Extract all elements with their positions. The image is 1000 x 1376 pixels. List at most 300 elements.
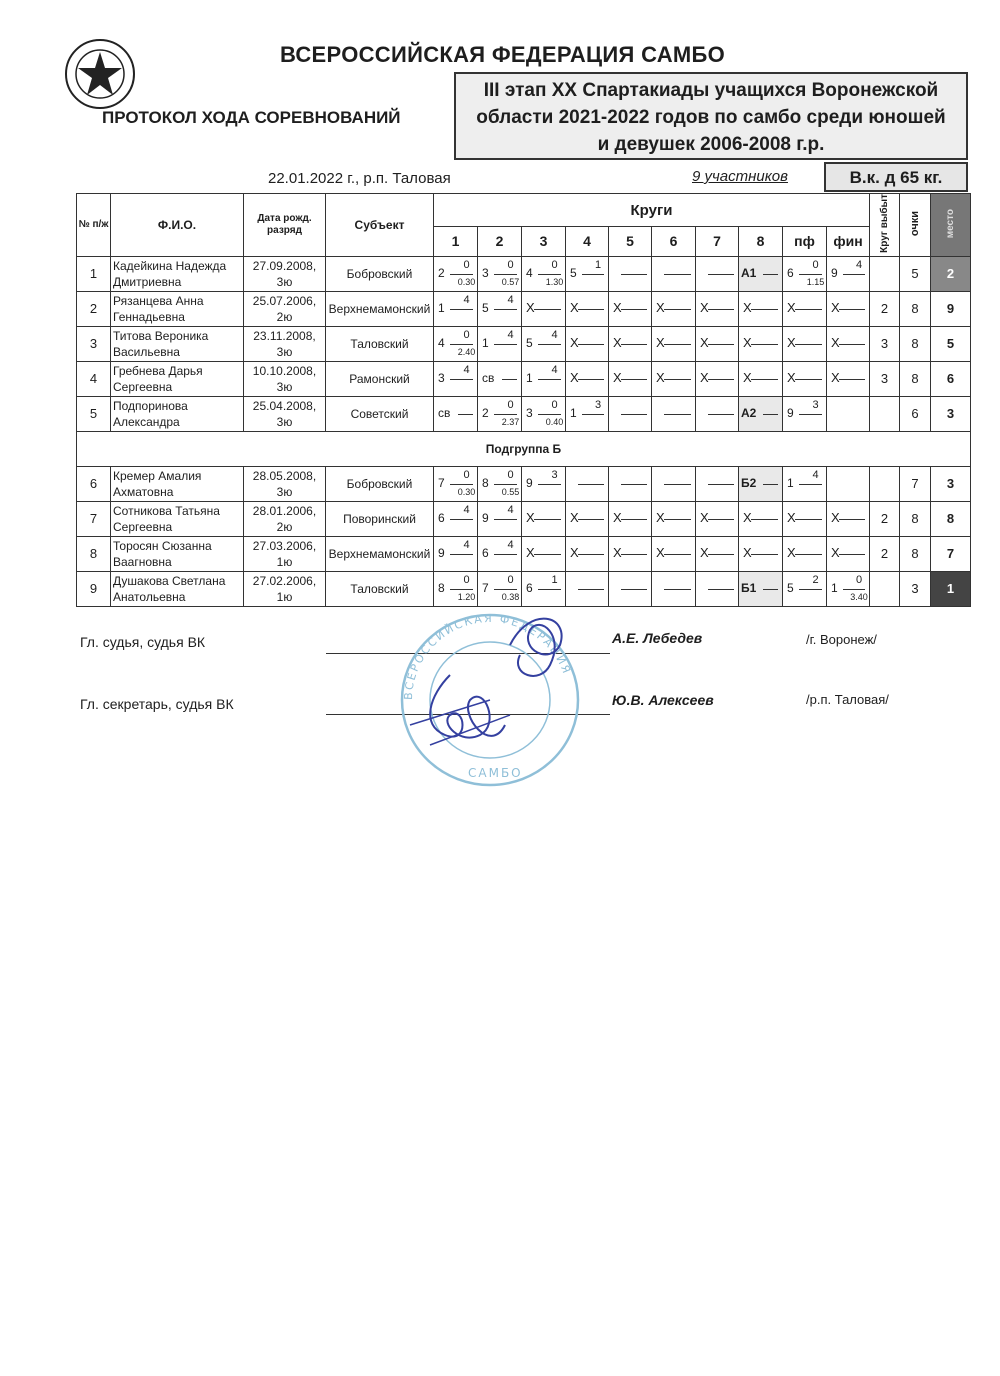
bout-line [450,519,473,520]
bout-x-mark: Х [613,369,622,385]
bout-score: 4 [507,328,514,341]
athlete-name: Душакова Светлана Анатольевна [111,571,244,606]
points: 3 [900,571,931,606]
bout-line [763,414,778,415]
bout-dash [621,344,647,345]
bout-x-mark: Х [526,544,535,560]
bout-dash [795,309,822,310]
bout-x-mark: Х [700,299,709,315]
athlete-dob: 25.04.2008, 3ю [244,396,326,431]
event-line: области 2021-2022 годов по самбо среди юношей [476,107,946,128]
round-header-5: 5 [609,227,652,257]
round-out: 3 [870,361,900,396]
bout-x-mark: Х [743,334,752,350]
bout-x-mark: Х [743,299,752,315]
round-cell [827,326,870,361]
bout-x-mark: Х [787,334,796,350]
bout-score: 4 [855,258,863,271]
bout-score: 4 [551,363,558,376]
col-num-header: № п/ж [77,194,111,257]
round-cell [478,256,522,291]
round-cell [652,571,696,606]
athlete-name: Гребнева Дарья Сергеевна [111,361,244,396]
bout-opponent: 9 [787,405,794,420]
bout-dash [534,519,561,520]
bout-dash [534,309,561,310]
bout-dash [708,589,734,590]
round-cell [566,571,609,606]
bout-score: 0 [463,573,470,586]
round-cell [566,291,609,326]
athlete-dob: 27.03.2006, 1ю [244,536,326,571]
judge-label: Гл. судья, судья ВК [80,634,206,650]
col-place-header: место [931,194,971,257]
table-row [77,396,971,431]
round-cell [566,396,609,431]
table-row [77,326,971,361]
bout-dash [708,484,734,485]
bout-line [494,414,517,415]
bout-score: 4 [463,293,470,306]
table-row [77,571,971,606]
bout-x-mark: Х [570,334,579,350]
bout-time: 2.40 [457,346,476,357]
round-cell [434,256,478,291]
bout-score: 0 [551,258,558,271]
round-header-8: 8 [739,227,783,257]
bout-score: 4 [507,503,514,516]
athlete-subject: Поворинский [326,501,434,536]
bout-score: 0 [463,328,470,341]
place: 3 [931,396,971,431]
round-cell [783,571,827,606]
round-cell [522,326,566,361]
round-cell [739,326,783,361]
round-header-2: 2 [478,227,522,257]
row-number: 4 [77,361,111,396]
bout-line [843,274,865,275]
bout-time: 2.37 [501,416,520,427]
table-row [77,291,971,326]
round-cell [739,466,783,501]
bout-opponent: 9 [438,545,445,560]
subgroup-place-label: Б2 [741,475,757,490]
bout-line [538,484,561,485]
bout-dash [578,344,604,345]
place: 3 [931,466,971,501]
round-cell [478,326,522,361]
bout-score: 4 [463,538,470,551]
bout-dash [751,379,778,380]
col-dob-header: Дата рожд. разряд [244,194,326,257]
weight-category: В.к. д 65 кг. [824,162,968,192]
bout-x-mark: Х [743,544,752,560]
bout-opponent: 1 [570,405,577,420]
round-cell [609,326,652,361]
bout-x-mark: Х [700,369,709,385]
round-out: 3 [870,326,900,361]
place: 6 [931,361,971,396]
table-row [77,536,971,571]
round-cell [609,466,652,501]
bout-x-mark: Х [656,334,665,350]
bout-line [494,519,517,520]
bout-x-mark: Х [656,509,665,525]
bout-opponent: 1 [526,370,533,385]
bout-score: 2 [812,573,819,586]
bout-x-mark: Х [570,369,579,385]
table-row [77,256,971,291]
judge-name: А.Е. Лебедев [612,630,703,646]
round-cell [696,536,739,571]
bout-line [494,274,517,275]
round-cell [783,536,827,571]
round-cell [739,256,783,291]
athlete-name: Титова Вероника Васильевна [111,326,244,361]
round-cell [478,536,522,571]
round-cell [434,571,478,606]
bout-dash [621,379,647,380]
sambo-logo-icon [64,38,136,110]
bout-score: 1 [594,258,602,271]
bout-dash [621,309,647,310]
round-cell [827,291,870,326]
round-cell [434,361,478,396]
bout-dash [578,554,604,555]
round-cell [566,466,609,501]
athlete-subject: Таловский [326,326,434,361]
bout-time: 0.30 [457,486,476,497]
points: 8 [900,361,931,396]
round-header-1: 1 [434,227,478,257]
points: 5 [900,256,931,291]
bout-dash [578,379,604,380]
bout-dash [664,414,691,415]
bout-line [799,589,822,590]
round-out [870,256,900,291]
bout-dash [839,344,865,345]
bout-time: 1.15 [806,276,825,287]
round-header-4: 4 [566,227,609,257]
row-number: 9 [77,571,111,606]
round-cell [478,291,522,326]
bout-x-mark: Х [831,369,840,385]
round-cell [696,291,739,326]
bout-x-mark: Х [743,509,752,525]
round-cell [696,571,739,606]
bout-opponent: 8 [482,475,489,490]
round-cell [783,396,827,431]
bout-opponent: 4 [526,265,533,280]
round-cell [478,361,522,396]
bout-score: 0 [855,573,863,586]
athlete-name: Кадейкина Надежда Дмитриевна [111,256,244,291]
bout-x-mark: Х [613,334,622,350]
bout-x-mark: Х [570,544,579,560]
points: 8 [900,326,931,361]
subgroup-place-label: А2 [741,405,757,420]
round-cell [652,361,696,396]
round-cell [478,396,522,431]
bout-dash [664,589,691,590]
bout-line [538,379,561,380]
round-cell [652,396,696,431]
bout-line [494,554,517,555]
athlete-dob: 28.01.2006, 2ю [244,501,326,536]
bout-dash [708,414,734,415]
bout-x-mark: Х [613,299,622,315]
round-cell [652,466,696,501]
row-number: 1 [77,256,111,291]
bout-dash [751,554,778,555]
bout-line [494,344,517,345]
subgroup-place-label: А1 [741,265,757,280]
bout-score: 0 [507,258,514,271]
bout-opponent: 2 [482,405,489,420]
bout-score: 4 [507,293,514,306]
athlete-subject: Верхнемамонский [326,536,434,571]
bout-time: 0.55 [501,486,520,497]
round-out [870,396,900,431]
bout-score: 0 [463,258,470,271]
round-cell [566,256,609,291]
bout-score: 4 [463,363,470,376]
bout-dash [751,519,778,520]
bout-opponent: 4 [438,335,445,350]
round-cell [434,326,478,361]
protocol-title: ПРОТОКОЛ ХОДА СОРЕВНОВАНИЙ [102,108,401,127]
bout-line [763,274,778,275]
bout-time: 0.57 [501,276,520,287]
round-cell [609,396,652,431]
bout-line [582,274,604,275]
athlete-name: Кремер Амалия Ахматовна [111,466,244,501]
bout-time: 0.40 [545,416,564,427]
round-cell [739,361,783,396]
bout-dash [839,309,865,310]
bout-x-mark: Х [700,509,709,525]
athlete-dob: 28.05.2008, 3ю [244,466,326,501]
participants-count: 9 участников [692,168,788,185]
bout-opponent: 1 [787,475,794,490]
bout-x-mark: Х [743,369,752,385]
round-out [870,571,900,606]
round-cell [478,571,522,606]
place: 7 [931,536,971,571]
athlete-dob: 27.09.2008, 3ю [244,256,326,291]
round-cell [783,501,827,536]
bout-x-mark: Х [656,369,665,385]
bout-x-mark: Х [831,509,840,525]
points: 7 [900,466,931,501]
bout-opponent: 1 [831,580,838,595]
bout-dash [621,414,647,415]
bout-dash [708,519,734,520]
bout-dash [795,554,822,555]
round-cell [522,536,566,571]
bout-line [494,309,517,310]
round-header-7: 7 [696,227,739,257]
athlete-dob: 25.07.2006, 2ю [244,291,326,326]
bout-opponent: 3 [438,370,445,385]
bout-time: 1.20 [457,591,476,602]
bout-line [763,484,778,485]
event-title-box [454,72,968,160]
bout-dash [664,519,691,520]
bout-dash [708,274,734,275]
round-cell [827,256,870,291]
round-cell [739,536,783,571]
bout-score: 4 [463,503,470,516]
bout-x-mark: Х [831,334,840,350]
bout-time: 0.38 [501,591,520,602]
bout-score: 4 [551,328,558,341]
round-cell [652,326,696,361]
athlete-subject: Верхнемамонский [326,291,434,326]
round-cell [566,536,609,571]
round-cell [696,396,739,431]
bout-score: 0 [507,398,514,411]
points: 8 [900,536,931,571]
secretary-name: Ю.В. Алексеев [612,692,714,708]
bout-score: 4 [812,468,819,481]
round-cell [652,501,696,536]
round-out: 2 [870,291,900,326]
bout-score: 3 [551,468,558,481]
bout-line [582,414,604,415]
row-number: 7 [77,501,111,536]
round-cell [609,361,652,396]
bout-dash [664,554,691,555]
round-cell [827,501,870,536]
bout-score: 4 [507,538,514,551]
svg-text:САМБО: САМБО [468,766,523,780]
bout-dash [621,519,647,520]
round-cell [566,501,609,536]
row-number: 6 [77,466,111,501]
round-cell [739,396,783,431]
round-cell [652,536,696,571]
bout-line [494,484,517,485]
bout-dash [708,379,734,380]
athlete-name: Рязанцева Анна Геннадьевна [111,291,244,326]
round-cell [827,361,870,396]
bout-x-mark: Х [831,544,840,560]
round-out: 2 [870,536,900,571]
bout-opponent: 6 [787,265,794,280]
round-cell [783,326,827,361]
bout-dash [708,344,734,345]
round-cell [652,256,696,291]
points: 8 [900,291,931,326]
athlete-name: Торосян Сюзанна Ваагновна [111,536,244,571]
bout-x-mark: Х [656,544,665,560]
bout-dash [578,484,604,485]
round-cell [739,501,783,536]
bout-x-mark: Х [787,369,796,385]
round-cell [434,396,478,431]
subgroup-b-label: Подгруппа Б [77,431,971,466]
row-number: 5 [77,396,111,431]
bout-opponent: 6 [526,580,533,595]
bout-line [538,589,561,590]
round-cell [696,326,739,361]
round-cell [522,361,566,396]
round-cell [609,256,652,291]
secretary-label: Гл. секретарь, судья ВК [80,696,234,712]
bout-x-mark: Х [570,299,579,315]
bout-line [538,414,561,415]
bout-dash [839,519,865,520]
col-subject-header: Субъект [326,194,434,257]
round-cell [434,466,478,501]
athlete-dob: 23.11.2008, 3ю [244,326,326,361]
bout-score: 0 [463,468,470,481]
bout-x-mark: Х [700,334,709,350]
bout-dash [578,519,604,520]
bout-opponent: 9 [482,510,489,525]
athlete-dob: 27.02.2006, 1ю [244,571,326,606]
round-cell [609,571,652,606]
bout-dash [708,309,734,310]
round-cell [566,326,609,361]
bout-dash [534,554,561,555]
table-row [77,466,971,501]
bout-dash [795,379,822,380]
round-cell [739,291,783,326]
row-number: 8 [77,536,111,571]
bout-line [450,344,473,345]
col-out-header: Круг выбыт [870,194,900,257]
bout-line [450,379,473,380]
round-cell [434,536,478,571]
bout-time: 1.30 [545,276,564,287]
round-out [870,466,900,501]
bout-opponent: 7 [482,580,489,595]
place: 9 [931,291,971,326]
bout-line [538,274,561,275]
round-cell [783,466,827,501]
round-cell [566,361,609,396]
bout-dash [664,379,691,380]
bout-time: 3.40 [850,591,868,602]
round-cell [434,291,478,326]
bout-dash [578,309,604,310]
bout-line [502,379,517,380]
bout-line [450,309,473,310]
round-cell [827,396,870,431]
bout-line [763,589,778,590]
bout-line [538,344,561,345]
bout-opponent: 5 [482,300,489,315]
round-header-6: 6 [652,227,696,257]
round-header-9: пф [783,227,827,257]
bout-line [458,414,473,415]
bout-line [450,484,473,485]
bout-opponent: 2 [438,265,445,280]
place: 1 [931,571,971,606]
bout-score: 0 [507,573,514,586]
bout-dash [795,344,822,345]
bout-x-mark: Х [656,299,665,315]
bout-opponent: св [438,405,451,420]
bout-opponent: 3 [526,405,533,420]
bout-opponent: 1 [438,300,445,315]
round-cell [783,256,827,291]
bout-opponent: 1 [482,335,489,350]
bout-opponent: 8 [438,580,445,595]
judge-city: /г. Воронеж/ [806,632,877,647]
